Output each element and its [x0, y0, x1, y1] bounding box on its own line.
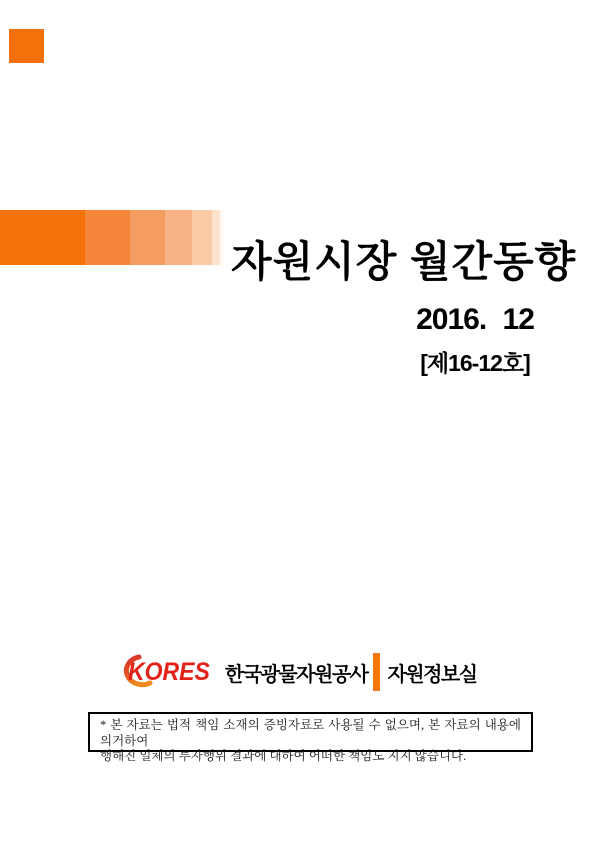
corner-square-decor	[9, 29, 44, 63]
publisher-org-name: 한국광물자원공사	[224, 663, 368, 686]
issue-date: 2016. 12	[416, 303, 534, 336]
publisher-divider	[373, 653, 380, 691]
disclaimer-line-2: 행해진 일체의 투자행위 결과에 대하여 어떠한 책임도 지지 않습니다.	[100, 749, 467, 763]
publisher-dept-name: 자원정보실	[387, 663, 477, 686]
issue-number: [제16-12호]	[420, 350, 530, 376]
issue-block	[390, 303, 560, 378]
page-title: 자원시장 월간동향	[231, 238, 577, 286]
publisher-row	[110, 648, 477, 696]
disclaimer-line-1: * 본 자료는 법적 책임 소재의 증빙자료로 사용될 수 없으며, 본 자료의 내용에 의거하여	[100, 718, 521, 748]
title-gradient-bar	[0, 210, 227, 265]
kores-logo-text: KORES	[128, 657, 210, 686]
disclaimer-box	[88, 712, 533, 763]
